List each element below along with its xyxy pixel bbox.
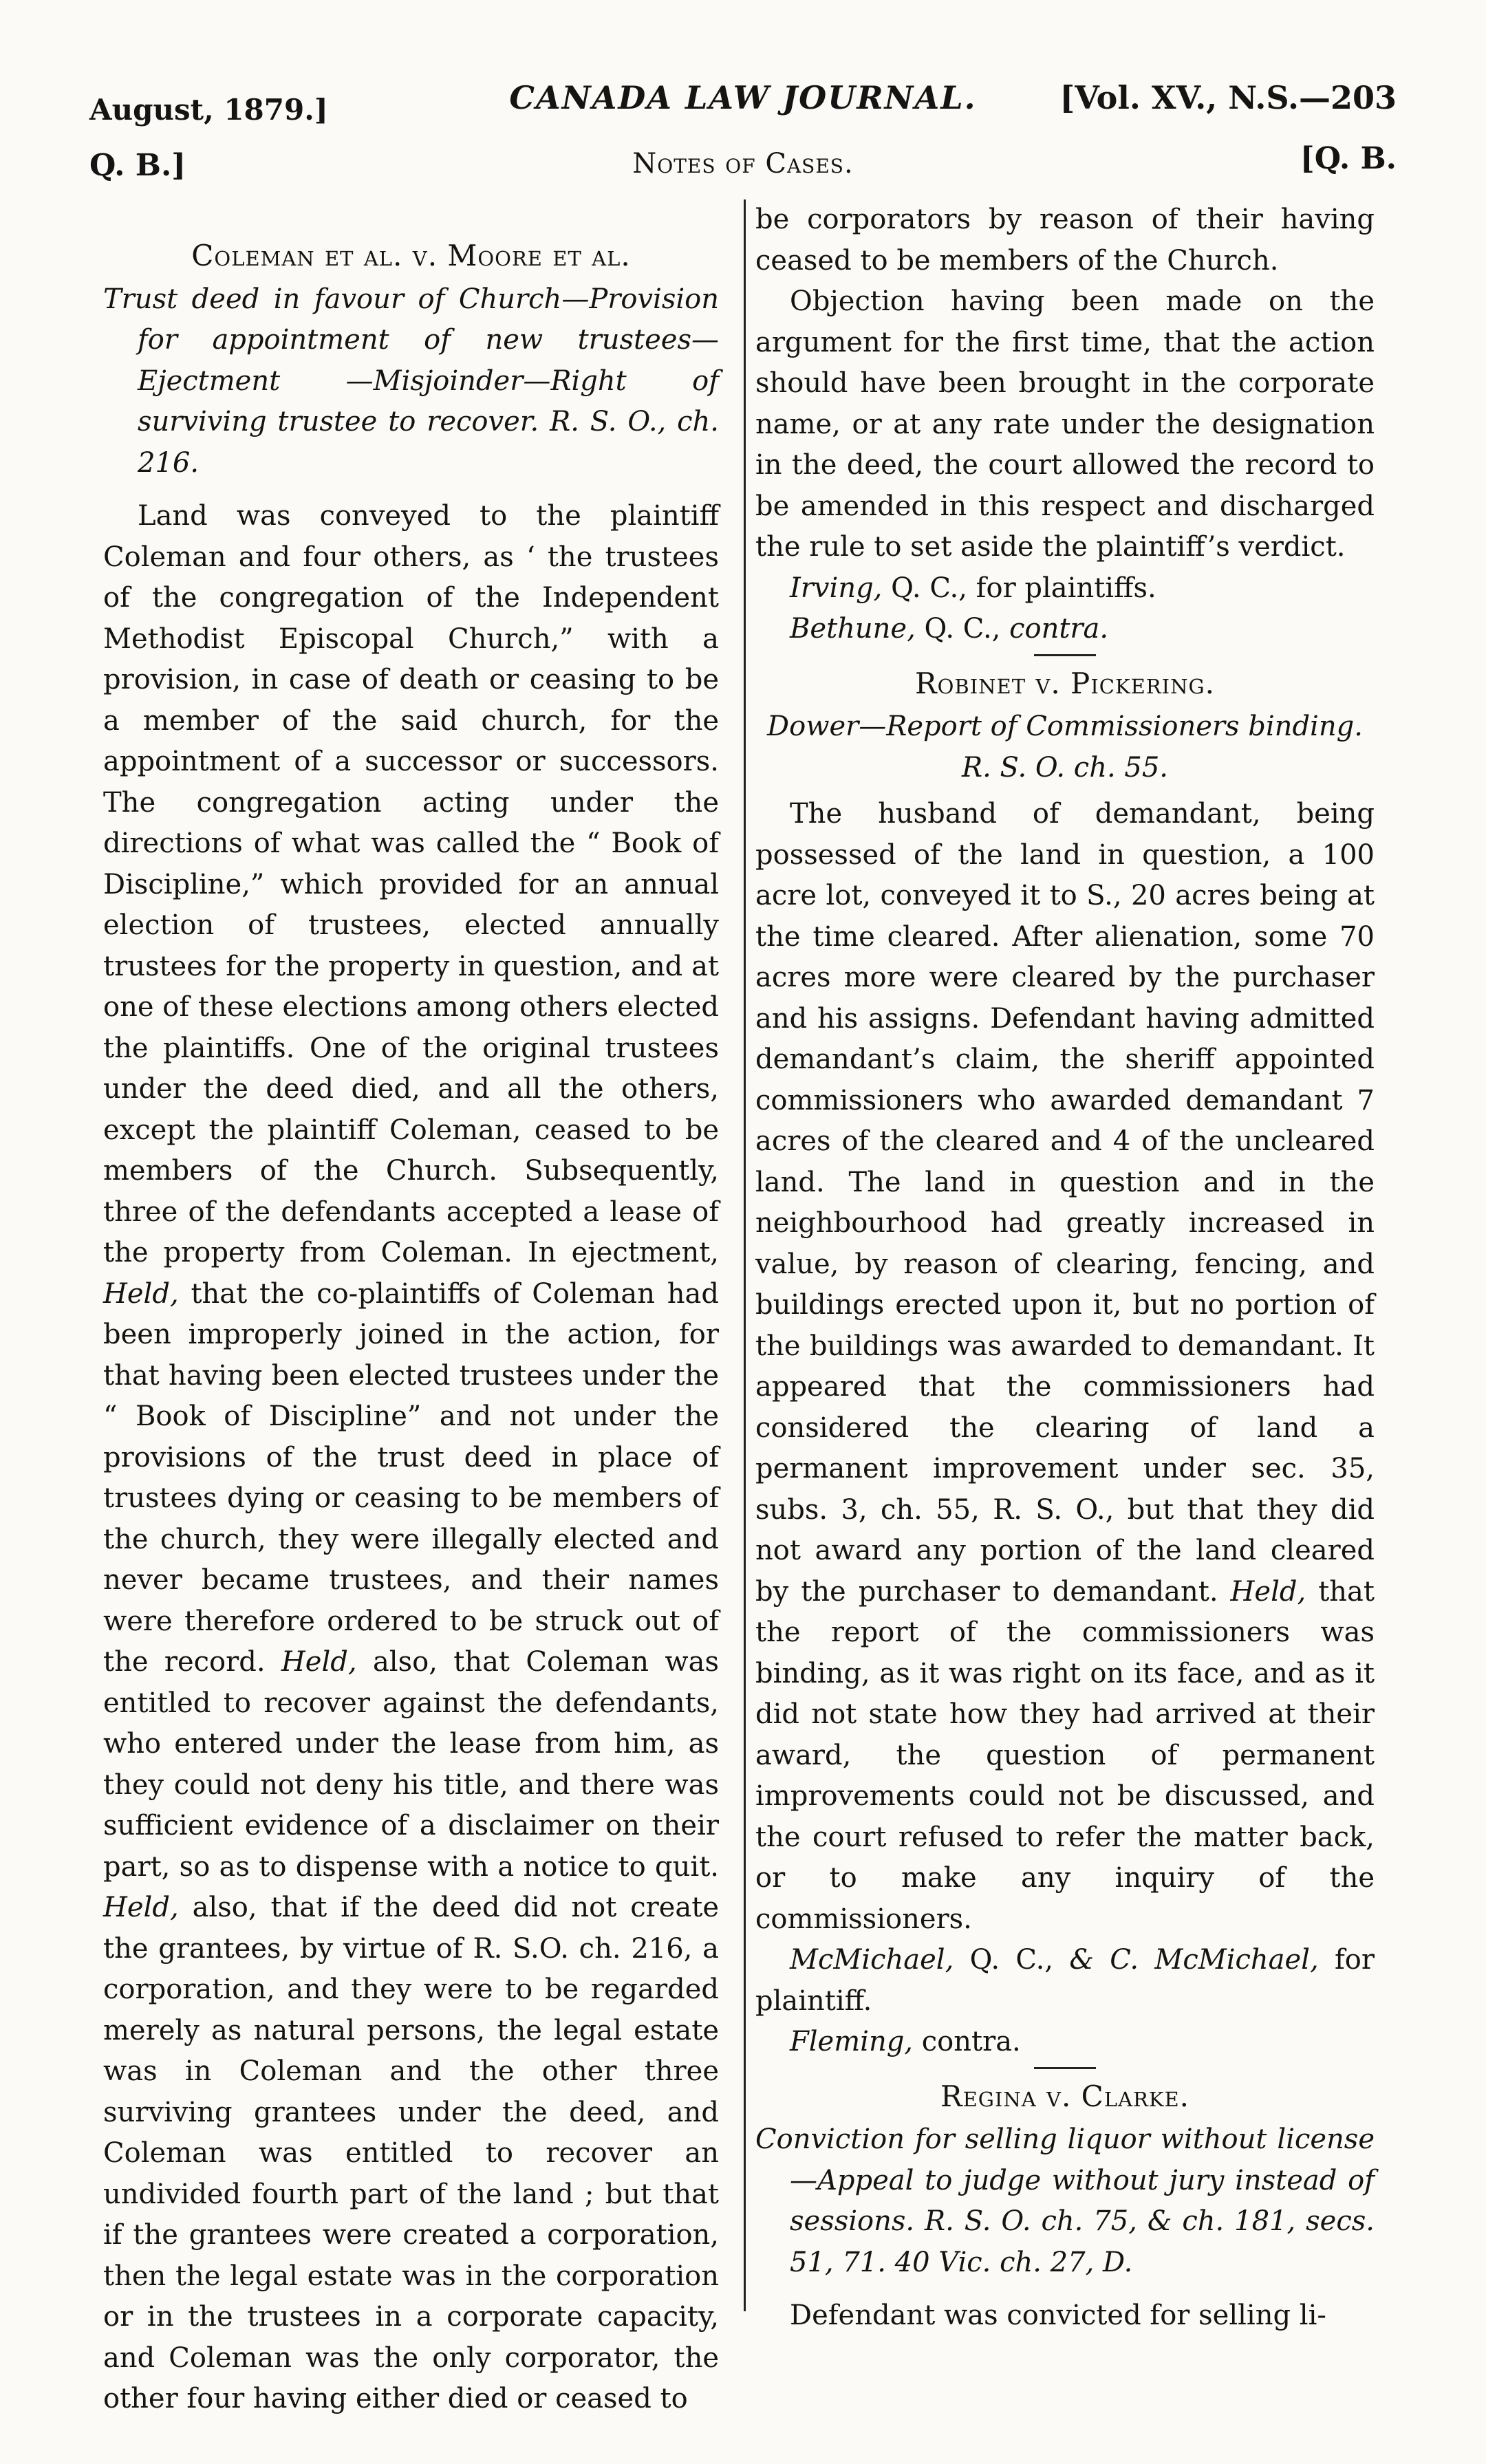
counsel-line: Irving, Q. C., for plaintiffs. <box>790 572 1156 604</box>
case-syllabus-coleman: Trust deed in favour of Church—Provision for appointment of new trustees—Ejectment —Misjoinder—Right of surviving trustee to recover. R. S. O., ch. 216. <box>103 283 719 479</box>
case-title-robinet: Robinet v. Pickering. <box>915 666 1215 700</box>
court-left: Q. B.] <box>89 148 186 183</box>
case-objection-paragraph: Objection having been made on the argument for the first time, that the action should have been brought in the corporate name, or at any rate under the designation in the deed, the court allowed the record to be amended in this respect and discharged the rule to set aside the plaintiff’s verdict. <box>755 285 1375 563</box>
section-head <box>89 141 1397 182</box>
case-syllabus-regina: Conviction for selling liquor without license—Appeal to judge without jury instead of sessions. R. S. O. ch. 75, & ch. 181, secs. 51, 71. 40 Vic. ch. 27, D. <box>755 2123 1375 2278</box>
section-title: Notes of Cases. <box>632 148 854 180</box>
right-column <box>755 199 1375 2337</box>
case-separator <box>1034 2067 1096 2069</box>
court-right: [Q. B. <box>1300 141 1397 176</box>
case-body-continuation: be corporators by reason of their having ceased to be members of the Church. <box>755 204 1375 277</box>
column-divider <box>744 199 746 2311</box>
held-label: Held, <box>103 1892 179 1923</box>
case-syllabus-robinet: Dower—Report of Commissioners binding. R. S. O. ch. 55. <box>767 711 1363 783</box>
running-head <box>89 72 1397 127</box>
case-body-coleman: Land was conveyed to the plaintiff Coleman and four others, as ‘ the trustees of the congregation of the Independent Methodist Episcopal Church,” with a provision, in case of death or ceasing to be a member of the said church, for the appointment of a successor or successors. The congregation acting under the directions of what was called the “ Book of Discipline,” which provided for an annual election of trustees, elected annually trustees for the property in question, and at one of these elections among others elected the plaintiffs. One of the original trustees under the deed died, and all the others, except the plaintiff Coleman, ceased to be members of the Church. Subsequently, three of the defendants accepted a lease of the property from Coleman. In ejectment, Held, that the co-plaintiffs of Coleman had been improperly joined in the action, for that having been elected trustees under the “ Book of Discipline” and not under the provisions of the trust deed in place of trustees dying or ceasing to be members of the church, they were illegally elected and never became trustees, and their names were therefore ordered to be struck out of the record. Held, also, that Coleman was entitled to recover against the defendants, who entered under the lease from him, as they could not deny his title, and there was sufficient evidence of a disclaimer on their part, so as to dispense with a notice to quit. Held, also, that if the deed did not create the grantees, by virtue of R. S.O. ch. 216, a corporation, and they were to be regarded merely as natural persons, the legal estate was in Coleman and the other three surviving grantees under the deed, and Coleman was entitled to recover an undivided fourth part of the land ; but that if the grantees were created a corporation, then the legal estate was in the corporation or in the trustees in a corporate capacity, and Coleman was the only corporator, the other four having either died or ceased to <box>103 500 720 2414</box>
case-body-robinet: The husband of demandant, being possessed of the land in question, a 100 acre lot, conveyed it to S., 20 acres being at the time cleared. After alienation, some 70 acres more were cleared by the purchaser and his assigns. Defendant having admitted demandant’s claim, the sheriff appointed commissioners who awarded demandant 7 acres of the cleared and 4 of the uncleared land. The land in question and in the neighbourhood had greatly increased in value, by reason of clearing, fencing, and buildings erected upon it, but no portion of the buildings was awarded to demandant. It appeared that the commissioners had considered the clearing of land a permanent improvement under sec. 35, subs. 3, ch. 55, R. S. O., but that they did not award any portion of the land cleared by the purchaser to demandant. Held, that the report of the commissioners was binding, as it was right on its face, and as it did not state how they had arrived at their award, the question of permanent improvements could not be discussed, and the court refused to refer the matter back, or to make any inquiry of the commissioners. <box>755 798 1375 1935</box>
case-title-coleman: Coleman et al. v. Moore et al. <box>191 239 631 272</box>
counsel-line: McMichael, Q. C., & C. McMichael, for plaintiff. <box>755 1944 1375 2017</box>
volume-page: [Vol. XV., N.S.—203 <box>1059 79 1397 116</box>
left-column <box>103 206 719 2420</box>
counsel-line: Bethune, Q. C., contra. <box>790 613 1109 645</box>
counsel-line: Fleming, contra. <box>790 2026 1021 2057</box>
held-label: Held, <box>1230 1575 1306 1608</box>
held-label: Held, <box>281 1646 357 1678</box>
held-label: Held, <box>103 1277 179 1310</box>
case-body-regina: Defendant was convicted for selling li- <box>790 2300 1326 2331</box>
journal-title: CANADA LAW JOURNAL. <box>509 79 977 116</box>
case-title-regina: Regina v. Clarke. <box>940 2079 1190 2113</box>
case-separator <box>1034 654 1096 656</box>
issue-date: August, 1879.] <box>89 93 328 127</box>
